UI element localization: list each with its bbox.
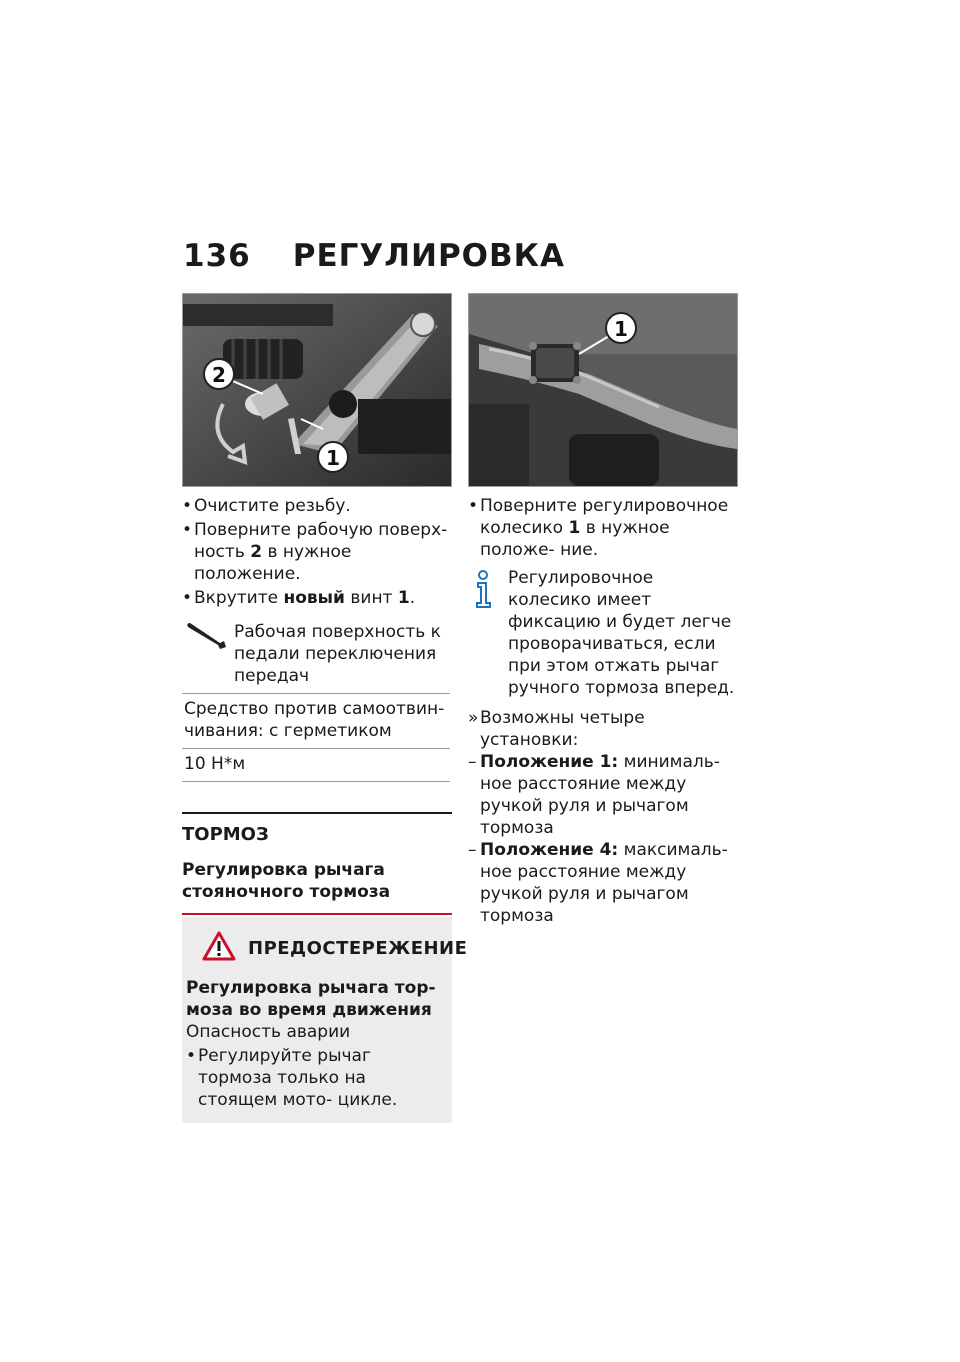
- result-intro: » Возможны четыре установки:: [468, 707, 738, 751]
- section-title: ТОРМОЗ: [182, 812, 452, 845]
- right-column: [468, 293, 738, 927]
- step-clean-thread: • Очистите резьбу.: [182, 495, 452, 517]
- gear-pedal-photo: [182, 293, 452, 487]
- callout-1: 1: [326, 446, 340, 470]
- page-title: РЕГУЛИРОВКА: [292, 238, 565, 274]
- result-item-1: – Положение 1: минималь- ное расстояние между ручкой руля и рычагом тормоза: [468, 751, 738, 839]
- step-turn-wheel: • Поверните регулировочное колесико 1 в нужное положе- ние.: [468, 495, 738, 561]
- result-item-4: – Положение 4: максималь- ное расстояние между ручкой руля и рычагом тормоза: [468, 839, 738, 927]
- page-header: [183, 238, 565, 274]
- spec-row-location: [182, 617, 450, 694]
- page-number: 136: [183, 238, 251, 274]
- spec-location-text: Рабочая поверхность к педали переключения передач: [234, 622, 441, 686]
- info-note: [468, 567, 738, 699]
- warning-box: [182, 917, 468, 1123]
- info-icon: [468, 567, 498, 699]
- callout-1: 1: [614, 317, 628, 341]
- warning-hazard: Опасность аварии: [186, 1022, 351, 1042]
- spec-row-threadlock: Средство против самоотвин- чивания: с герметиком: [182, 694, 450, 749]
- warning-title: ПРЕДОСТЕРЕЖЕНИЕ: [248, 937, 468, 959]
- wrench-icon: [184, 621, 228, 687]
- step-turn-surface: • Поверните рабочую поверх- ность 2 в нужное положение.: [182, 519, 452, 585]
- step-screw-in: • Вкрутите новый винт 1.: [182, 587, 452, 609]
- brake-lever-photo: [468, 293, 738, 487]
- result-block: [468, 707, 738, 927]
- right-steps: [468, 495, 738, 561]
- torque-spec-table: [182, 617, 450, 782]
- left-column: [182, 293, 468, 1123]
- info-note-text: Регулировочное колесико имеет фиксацию и будет легче проворачиваться, если при этом отжать рычаг ручного тормоза вперед.: [508, 568, 735, 698]
- left-steps: [182, 495, 452, 609]
- section-subtitle: Регулировка рычага стояночного тормоза: [182, 859, 452, 915]
- warning-subject: Регулировка рычага тор- моза во время движения: [186, 978, 436, 1020]
- warning-triangle-icon: [202, 931, 236, 965]
- callout-2: 2: [212, 363, 226, 387]
- spec-row-torque: 10 Н*м: [182, 749, 450, 782]
- warning-instruction: • Регулируйте рычаг тормоза только на стоящем мото- цикле.: [186, 1045, 446, 1111]
